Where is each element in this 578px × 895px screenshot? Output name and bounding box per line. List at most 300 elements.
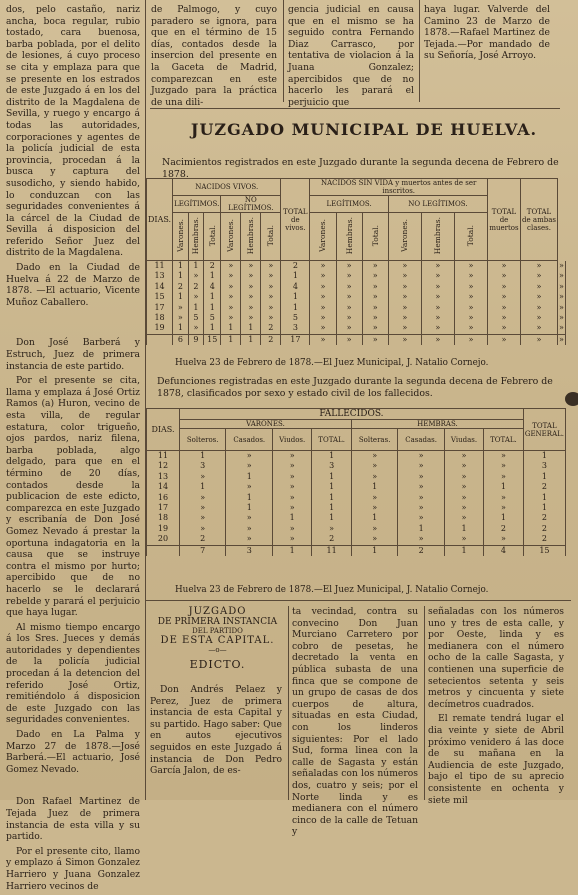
table-cell: » — [484, 534, 524, 545]
table-cell: 1 — [281, 303, 310, 313]
table-cell: » — [388, 271, 421, 281]
table-cell: 1 — [351, 545, 397, 556]
paper-damage — [565, 392, 578, 406]
table-cell: » — [310, 323, 336, 334]
table-cell: » — [488, 271, 521, 281]
section-rule — [150, 108, 560, 109]
table-cell: » — [273, 534, 312, 545]
table-cell: » — [351, 524, 397, 534]
col-varones: VARONES. — [180, 420, 352, 429]
table-cell: » — [488, 334, 521, 345]
table-cell: » — [221, 292, 241, 302]
table-cell: 1 — [221, 323, 241, 334]
table-cell: » — [521, 271, 558, 281]
left-paragraph: Don José Barberá y Estruch, Juez de primera instancia de este partido. — [6, 337, 140, 372]
col-sin-vida: NACIDOS SIN VIDA y muertos antes de ser inscritos. — [310, 179, 488, 196]
table-cell: » — [351, 503, 397, 513]
table-cell: » — [444, 461, 483, 471]
table-cell: 1 — [484, 513, 524, 523]
table-cell: 1 — [204, 303, 221, 313]
table-cell: 1 — [180, 482, 226, 492]
table-cell: 11 — [147, 451, 180, 462]
table-cell: » — [180, 493, 226, 503]
table-cell: » — [444, 534, 483, 545]
table-cell: 1 — [173, 292, 189, 302]
deaths-footer: Huelva 23 de Febrero de 1878.—El Juez Municipal, J. Natalio Cornejo. — [175, 585, 489, 595]
table-cell: 2 — [204, 261, 221, 272]
col-total-muertos: TOTAL de muertos — [488, 179, 521, 261]
table-cell: » — [421, 261, 454, 272]
table-cell: 1 — [173, 271, 189, 281]
table-cell: » — [261, 303, 281, 313]
table-row — [147, 472, 566, 482]
table-cell: » — [221, 261, 241, 272]
table-cell: 16 — [147, 493, 180, 503]
table-cell: » — [261, 271, 281, 281]
table-cell: » — [241, 313, 261, 323]
column-rule — [283, 0, 284, 102]
table-cell: » — [559, 292, 564, 302]
deaths-col-header: Casadas. — [398, 429, 445, 451]
col-hembras: Hembras. — [433, 216, 443, 255]
col-hembras: Hembras. — [246, 216, 256, 255]
left-paragraph: Por el presente cito, llamo y emplazo á Simon Gonzalez Harriero y Juana Gonzalez Harriero vecinos de — [6, 845, 140, 892]
col-legitimos: LEGÍTIMOS. — [173, 196, 221, 213]
deaths-col-header: Viudos. — [273, 429, 312, 451]
col-no-legitimos: NO LEGÍTIMOS. — [388, 196, 487, 213]
table-cell: » — [351, 451, 397, 462]
table-cell: 2 — [188, 282, 204, 292]
table-cell: » — [488, 292, 521, 302]
table-cell: » — [351, 461, 397, 471]
table-cell: 1 — [180, 451, 226, 462]
table-cell: 1 — [351, 482, 397, 492]
table-cell: 2 — [261, 323, 281, 334]
section-title: JUZGADO MUNICIPAL DE HUELVA. — [190, 120, 538, 139]
deaths-col-header: Viudas. — [444, 429, 483, 451]
edict-head-line: DE ESTA CAPITAL. — [160, 635, 275, 646]
table-cell: » — [362, 313, 388, 323]
table-cell: 14 — [147, 282, 173, 292]
left-column — [6, 4, 140, 895]
col-dias: DIAS. — [147, 409, 180, 451]
table-cell: 1 — [188, 303, 204, 313]
table-cell: 1 — [204, 323, 221, 334]
table-cell: » — [221, 271, 241, 281]
table-cell: 20 — [147, 534, 180, 545]
col-dias: DIAS. — [147, 179, 173, 261]
column-rule — [145, 0, 146, 800]
col-total: Total. — [266, 224, 276, 247]
table-cell: » — [351, 493, 397, 503]
totals-row — [147, 334, 566, 345]
col-hembras: HEMBRAS. — [351, 420, 523, 429]
col-total-ambas: TOTAL de ambas clases. — [521, 179, 558, 261]
table-cell: 9 — [188, 334, 204, 345]
table-cell: » — [398, 472, 445, 482]
table-cell: » — [521, 282, 558, 292]
table-cell: » — [173, 313, 189, 323]
table-cell: » — [273, 451, 312, 462]
table-row — [147, 292, 566, 302]
deaths-col-header: TOTAL. — [484, 429, 524, 451]
table-cell: 15 — [523, 545, 565, 556]
table-cell: » — [388, 282, 421, 292]
table-cell: » — [388, 323, 421, 334]
table-cell: » — [454, 292, 487, 302]
table-cell: 4 — [281, 282, 310, 292]
table-cell: 19 — [147, 524, 180, 534]
table-cell: » — [454, 334, 487, 345]
table-cell: 4 — [484, 545, 524, 556]
table-cell: » — [241, 261, 261, 272]
table-cell: 2 — [173, 282, 189, 292]
table-cell: » — [273, 461, 312, 471]
table-cell: » — [336, 323, 362, 334]
table-cell: » — [221, 303, 241, 313]
table-cell: » — [351, 472, 397, 482]
table-cell: » — [454, 323, 487, 334]
table-cell: » — [521, 303, 558, 313]
table-cell: 1 — [173, 261, 189, 272]
table-row — [147, 524, 566, 534]
table-cell: » — [310, 282, 336, 292]
table-row — [147, 461, 566, 471]
table-cell: » — [351, 534, 397, 545]
top-paragraph: haya lugar. Valverde del Camino 23 de Marzo de 1878.—Rafael Martinez de Tejada.—Por mandado de su Señoría, José Arroyo. — [424, 4, 550, 62]
table-cell: 1 — [312, 513, 352, 523]
table-cell: 3 — [226, 545, 273, 556]
table-cell: 12 — [147, 461, 180, 471]
table-cell: » — [559, 271, 564, 281]
table-cell: » — [398, 493, 445, 503]
table-cell: » — [226, 482, 273, 492]
table-cell: 1 — [221, 334, 241, 345]
edict-head-line: JUZGADO — [188, 606, 247, 617]
top-paragraph: de Palmogo, y cuyo paradero se ignora, para que en el término de 15 días, contados desde la insercion del presente en la Gaceta de Madrid, comparezcan en este Juzgado para la práctica de una dili- — [151, 4, 277, 108]
deaths-col-header: Solteros. — [180, 429, 226, 451]
col-hembras: Hembras. — [344, 216, 354, 255]
table-cell: 1 — [523, 451, 565, 462]
table-cell: 2 — [180, 534, 226, 545]
edict-head-line: DE PRIMERA INSTANCIA — [157, 617, 278, 627]
table-cell: » — [444, 472, 483, 482]
table-cell: » — [241, 303, 261, 313]
table-cell: » — [388, 313, 421, 323]
table-cell: 2 — [484, 524, 524, 534]
deaths-caption: Defunciones registradas en este Juzgado durante la segunda decena de Febrero de 1878, clasificados por sexo y estado civil de los fallecidos. — [157, 376, 553, 399]
births-caption: Nacimientos registrados en este Juzgado durante la segunda decena de Febrero de 1878. — [162, 157, 559, 180]
table-cell: 13 — [147, 472, 180, 482]
table-cell: » — [398, 513, 445, 523]
table-cell: 1 — [484, 482, 524, 492]
col-legitimos: LEGÍTIMOS. — [310, 196, 388, 213]
top-paragraph: gencia judicial en causa que en el mismo se ha seguido contra Fernando Diaz Carrasco, por tentativa de violacion á la Juana Gonzalez; apercibidos que de no hacerlo les parará el perjuicio que — [288, 4, 414, 108]
table-cell: » — [362, 271, 388, 281]
table-cell: 17 — [147, 303, 173, 313]
table-cell: » — [454, 303, 487, 313]
table-cell: » — [273, 524, 312, 534]
col-varones: Varones. — [226, 219, 236, 252]
table-cell: 7 — [180, 545, 226, 556]
table-row — [147, 271, 566, 281]
table-cell: 1 — [226, 493, 273, 503]
table-cell: » — [488, 313, 521, 323]
table-cell: 1 — [523, 503, 565, 513]
table-cell: » — [559, 281, 564, 291]
deaths-col-header: TOTAL. — [312, 429, 352, 451]
table-cell: » — [521, 334, 558, 345]
table-cell: » — [310, 303, 336, 313]
table-cell: » — [421, 292, 454, 302]
table-cell: » — [421, 271, 454, 281]
table-cell: » — [559, 313, 564, 323]
table-cell: » — [188, 271, 204, 281]
table-cell: » — [444, 482, 483, 492]
table-cell: » — [362, 323, 388, 334]
left-paragraph: Dado en La Palma y Marzo 27 de 1878.—José Barberá.—El actuario, José Gomez Nevado. — [6, 729, 140, 775]
table-cell: » — [226, 524, 273, 534]
table-cell: » — [362, 334, 388, 345]
table-cell: 18 — [147, 513, 180, 523]
table-cell: » — [454, 313, 487, 323]
table-cell: 1 — [523, 493, 565, 503]
table-cell: » — [362, 303, 388, 313]
table-cell: » — [521, 313, 558, 323]
table-cell: » — [484, 472, 524, 482]
table-cell: » — [521, 292, 558, 302]
table-cell: 1 — [226, 503, 273, 513]
table-cell: » — [241, 271, 261, 281]
table-cell: » — [261, 292, 281, 302]
table-cell: » — [421, 282, 454, 292]
table-row — [147, 482, 566, 492]
table-row — [147, 323, 566, 334]
table-cell: » — [221, 313, 241, 323]
table-cell: 19 — [147, 323, 173, 334]
table-cell: » — [226, 461, 273, 471]
col-total: Total. — [370, 224, 380, 247]
table-cell: » — [484, 461, 524, 471]
left-paragraph: dos, pelo castaño, nariz ancha, boca regular, rubio tostado, cara buenosa, barba poblada, por el delito de lesiones, á cuyo proceso se cita y emplaza para que se presente en los estrados de este Juzgado á en los del distrito de la Magdalena de Sevilla, y ruego y encargo á todas las autoridades, corporaciones y agentes de la policía judicial de esta provincia, procedan á la busca y captura del susodicho, y siendo habido, lo conduzcan con las seguridades convenientes á la cárcel de la Ciudad de Sevilla á disposicion del referido Señor Juez del distrito de la Magdalena. — [6, 4, 140, 259]
table-cell: 13 — [147, 271, 173, 281]
table-cell: 2 — [523, 534, 565, 545]
table-cell: » — [336, 313, 362, 323]
bottom-paragraph: Don Andrés Pelaez y Perez, Juez de primera instancia de esta Capital y su partido. Hago saber: Que en autos ejecutivos seguidos en este Juzgado á instancia de Don Pedro García Jalon, de es- — [150, 684, 282, 777]
table-cell: » — [559, 302, 564, 312]
table-cell: » — [336, 271, 362, 281]
col-no-legitimos: NO LEGÍTIMOS. — [221, 196, 281, 213]
table-cell: » — [261, 313, 281, 323]
table-cell: » — [484, 451, 524, 462]
col-varones: Varones. — [318, 219, 328, 252]
table-cell: » — [488, 303, 521, 313]
left-paragraph: Don Rafael Martinez de Tejada Juez de primera instancia de esta villa y su partido. — [6, 796, 140, 843]
table-cell: 1 — [312, 503, 352, 513]
table-row — [147, 513, 566, 523]
table-row — [147, 534, 566, 545]
table-cell: 18 — [147, 313, 173, 323]
table-cell: » — [388, 334, 421, 345]
table-row — [147, 313, 566, 323]
table-cell: » — [488, 323, 521, 334]
section-rule — [146, 600, 571, 601]
table-cell: 3 — [281, 323, 310, 334]
table-cell: 15 — [204, 334, 221, 345]
bottom-column-4 — [428, 606, 564, 809]
table-cell: » — [488, 261, 521, 272]
table-cell: » — [398, 461, 445, 471]
table-cell: 1 — [241, 323, 261, 334]
top-column-3 — [288, 4, 414, 111]
births-body — [147, 261, 566, 346]
deaths-col-header: Casados. — [226, 429, 273, 451]
column-rule — [419, 0, 420, 102]
col-vivos: NACIDOS VIVOS. — [173, 179, 281, 196]
col-total: Total. — [207, 224, 217, 247]
table-cell: 2 — [523, 482, 565, 492]
table-cell: 1 — [444, 545, 483, 556]
table-cell: » — [398, 534, 445, 545]
col-varones: Varones. — [175, 219, 185, 252]
table-cell: » — [261, 261, 281, 272]
table-cell: 3 — [523, 461, 565, 471]
top-column-2 — [151, 4, 277, 111]
table-cell: » — [241, 282, 261, 292]
table-cell: 1 — [273, 513, 312, 523]
table-row — [147, 303, 566, 313]
table-cell: 15 — [147, 292, 173, 302]
table-cell: 1 — [281, 271, 310, 281]
table-cell: 2 — [281, 261, 310, 272]
bottom-paragraph: señaladas con los números uno y tres de esta calle, y por Oeste, linda y es medianera con el número ocho de la calle Sagasta, y contienen una superficie de setecientos setenta y seis metros y cincuenta y siete decímetros cuadrados. — [428, 606, 564, 710]
col-fallecidos: FALLECIDOS. — [180, 409, 524, 420]
table-cell: 4 — [204, 282, 221, 292]
table-cell: » — [454, 282, 487, 292]
table-cell: » — [310, 292, 336, 302]
table-cell: » — [241, 292, 261, 302]
bottom-column-2 — [150, 684, 282, 780]
left-paragraph: Al mismo tiempo encargo á los Sres. Jueces y demás autoridades y dependientes de la policía judicial procedan á la detencion del referido José Ortiz, remitiéndolo á disposicion de este Juzgado con las seguridades convenientes. — [6, 621, 140, 726]
table-cell: 17 — [281, 334, 310, 345]
table-cell: » — [362, 261, 388, 272]
table-cell: » — [273, 482, 312, 492]
table-cell: » — [488, 282, 521, 292]
table-cell: » — [484, 493, 524, 503]
table-cell: 1 — [312, 482, 352, 492]
column-rule — [288, 606, 289, 800]
table-cell: » — [421, 334, 454, 345]
table-cell: 5 — [204, 313, 221, 323]
table-cell: » — [559, 260, 564, 270]
left-paragraph: Por el presente se cita, llama y emplaza á José Ortiz Ramos (a) Huron, vecino de esta villa, de regular estatura, color trigueño, ojos pardos, nariz filena, barba poblada, algo delgado, para que en el término de 20 días, contados desde la publicacion de este edicto, comparezca en este Juzgado y escribanía de Don José Gomez Nevado á prestar la oportuna indagatoria en la causa que se instruye contra el mismo por hurto; apercibido que de no hacerlo se le declarará rebelde y parará el perjuicio que haya lugar. — [6, 375, 140, 619]
left-paragraph: Dado en la Ciudad de Huelva á 22 de Marzo de 1878. —El actuario, Vicente Muñoz Caballero. — [6, 262, 140, 308]
table-cell: 2 — [523, 524, 565, 534]
table-cell: » — [454, 271, 487, 281]
table-cell: 1 — [312, 451, 352, 462]
bottom-paragraph: ta vecindad, contra su convecino Don Juan Murciano Carretero por cobro de pesetas, he decretado la venta en pública subasta de una finca que se compone de un grupo de casas de dos cuerpos de altura, situadas en esta Ciudad, con los linderos siguientes: Por el lado Sud, forma linea con la calle de Sagasta y están señaladas con los números dos, cuatro y seis; por el Norte linda y es medianera con el número cinco de la calle de Tetuan y — [292, 606, 418, 838]
table-cell: 1 — [281, 292, 310, 302]
table-cell: » — [444, 493, 483, 503]
table-cell: 1 — [173, 323, 189, 334]
table-cell: » — [310, 313, 336, 323]
table-cell: » — [444, 503, 483, 513]
table-cell: » — [388, 292, 421, 302]
table-row — [147, 503, 566, 513]
table-cell: 1 — [398, 524, 445, 534]
table-cell: » — [226, 534, 273, 545]
top-column-4 — [424, 4, 550, 65]
table-cell: 3 — [312, 461, 352, 471]
table-cell: 1 — [351, 513, 397, 523]
table-cell: » — [444, 451, 483, 462]
table-cell: 1 — [188, 261, 204, 272]
table-cell: 1 — [444, 524, 483, 534]
table-cell: » — [180, 524, 226, 534]
table-cell: » — [559, 334, 564, 344]
table-cell: 2 — [261, 334, 281, 345]
table-cell: » — [444, 513, 483, 523]
table-cell: » — [273, 493, 312, 503]
col-total-vivos: TOTAL de vivos. — [281, 179, 310, 261]
table-cell: » — [454, 261, 487, 272]
table-cell: » — [261, 282, 281, 292]
table-cell: 11 — [147, 261, 173, 272]
table-cell: » — [388, 303, 421, 313]
table-cell: 5 — [281, 313, 310, 323]
table-cell: 1 — [226, 472, 273, 482]
births-footer: Huelva 23 de Febrero de 1878.—El Juez Municipal, J. Natalio Cornejo. — [175, 358, 489, 368]
table-row — [147, 493, 566, 503]
deaths-body — [147, 451, 566, 557]
table-cell: 1 — [204, 271, 221, 281]
bottom-column-3 — [292, 606, 418, 841]
deaths-col-header: Solteras. — [351, 429, 397, 451]
table-row — [147, 451, 566, 462]
table-cell: » — [398, 482, 445, 492]
table-cell: » — [188, 292, 204, 302]
totals-row — [147, 545, 566, 556]
table-cell: » — [180, 513, 226, 523]
table-cell: » — [336, 303, 362, 313]
table-cell: » — [336, 334, 362, 345]
table-cell: 17 — [147, 503, 180, 513]
table-cell: » — [310, 261, 336, 272]
col-varones: Varones. — [400, 219, 410, 252]
table-cell — [147, 334, 173, 345]
table-cell: » — [336, 282, 362, 292]
births-table — [146, 178, 566, 345]
table-cell: 1 — [312, 472, 352, 482]
table-cell: 2 — [312, 534, 352, 545]
deaths-table — [146, 408, 566, 556]
table-cell: 1 — [312, 493, 352, 503]
table-cell: » — [336, 261, 362, 272]
table-cell: » — [273, 472, 312, 482]
col-total: Total. — [466, 224, 476, 247]
table-row — [147, 261, 566, 272]
bottom-paragraph: El remate tendrá lugar el dia veinte y siete de Abril próximo venidero á las doce de su mañana en la Audiencia de este Juzgado, bajo el tipo de su aprecio consistente en ochenta y siete mil — [428, 713, 564, 806]
table-cell: » — [221, 282, 241, 292]
col-total-general: TOTAL GENERAL. — [523, 409, 565, 451]
table-cell: » — [521, 261, 558, 272]
table-cell: 6 — [173, 334, 189, 345]
table-cell: 1 — [204, 292, 221, 302]
table-cell: 3 — [180, 461, 226, 471]
edict-title: EDICTO. — [189, 658, 246, 671]
table-cell: 14 — [147, 482, 180, 492]
table-cell: » — [362, 282, 388, 292]
